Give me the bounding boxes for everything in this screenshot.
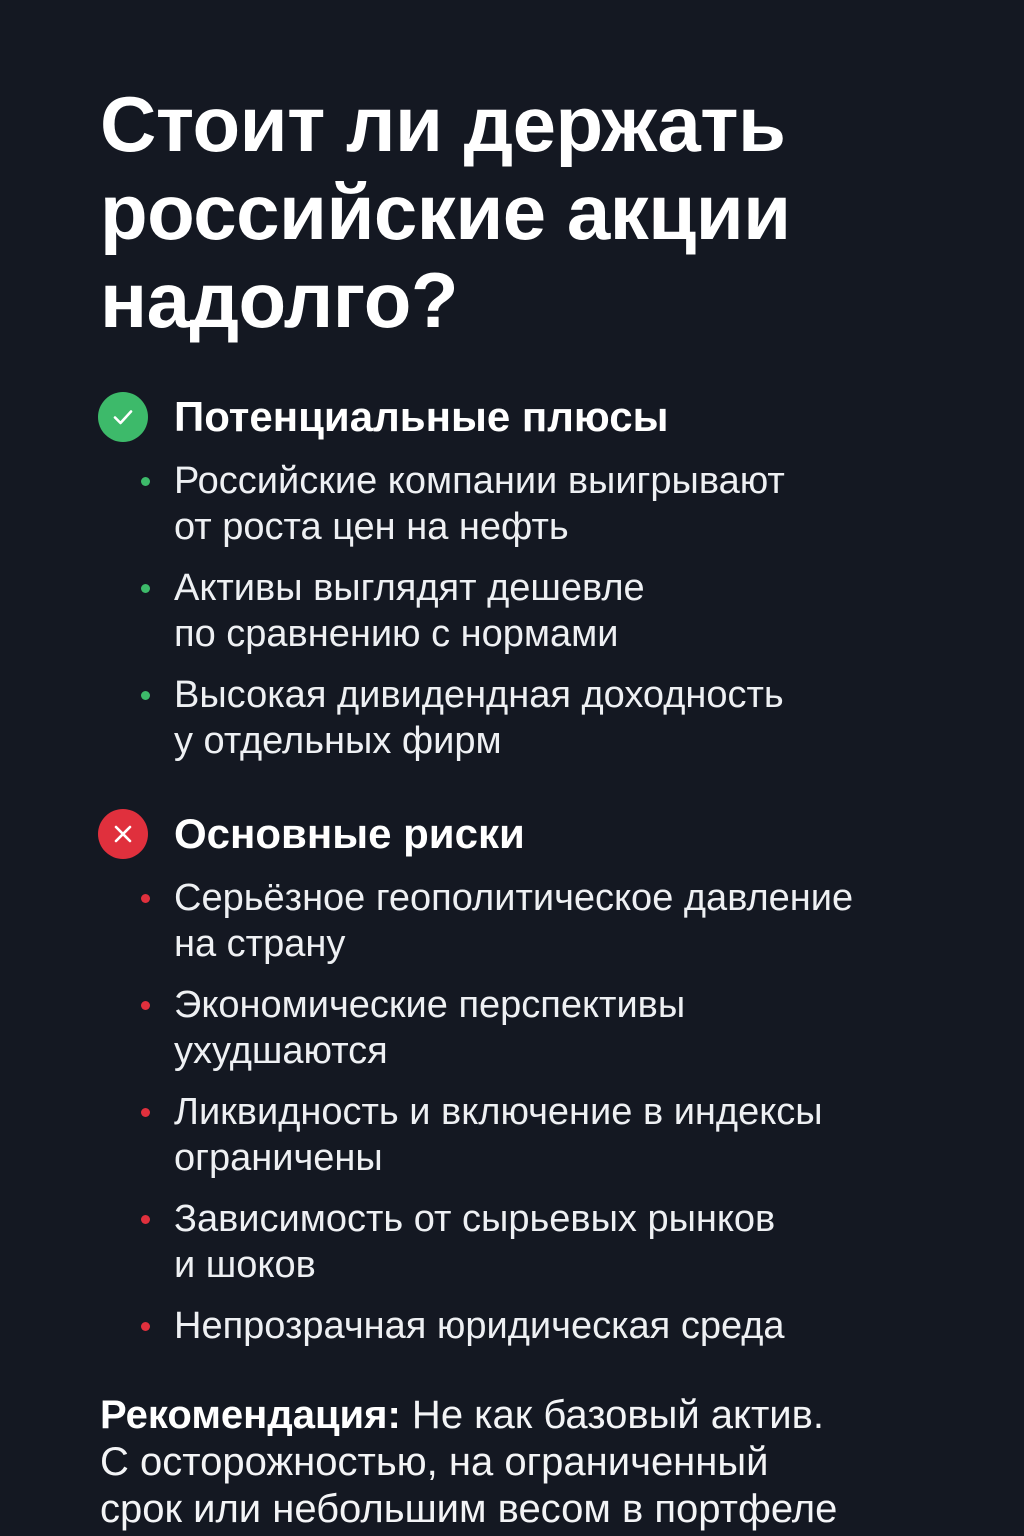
- title-line: надолго?: [100, 256, 459, 344]
- item-text: Ликвидность и включение в индексы: [174, 1091, 823, 1133]
- item-text: ограничены: [174, 1137, 383, 1179]
- recommendation-line: [100, 1392, 1000, 1439]
- bullet-dot: [141, 477, 150, 486]
- bullet-dot: [141, 691, 150, 700]
- item-text: у отдельных фирм: [174, 720, 502, 762]
- page-title: [100, 80, 960, 344]
- list-item: [0, 672, 1024, 764]
- item-text: Зависимость от сырьевых рынков: [174, 1198, 776, 1240]
- bullet-dot: [141, 1108, 150, 1117]
- item-text: и шоков: [174, 1244, 316, 1286]
- item-text: Высокая дивидендная доходность: [174, 674, 784, 716]
- list-item: [0, 982, 1024, 1074]
- recommendation: [100, 1392, 1000, 1533]
- bullet-dot: [141, 1215, 150, 1224]
- list-item: [0, 565, 1024, 657]
- list-item: [0, 875, 1024, 967]
- item-text: Серьёзное геополитическое давление: [174, 877, 854, 919]
- recommendation-text: Не как базовый актив.: [400, 1393, 825, 1437]
- list-item: [0, 1303, 1024, 1349]
- pros-heading: Потенциальные плюсы: [174, 393, 669, 440]
- cons-heading: Основные риски: [174, 810, 525, 857]
- item-text: Экономические перспективы: [174, 984, 686, 1026]
- item-text: от роста цен на нефть: [174, 506, 569, 548]
- bullet-dot: [141, 1001, 150, 1010]
- item-text: на страну: [174, 923, 346, 965]
- check-circle-icon: [98, 392, 148, 442]
- item-text: ухудшаются: [174, 1030, 388, 1072]
- recommendation-text: С осторожностью, на ограниченный: [100, 1440, 769, 1484]
- pros-header: [98, 391, 668, 443]
- list-item: [0, 1196, 1024, 1288]
- bullet-dot: [141, 1322, 150, 1331]
- cons-list: [0, 875, 1024, 1364]
- item-text: Активы выглядят дешевле: [174, 567, 645, 609]
- title-line: Стоит ли держать: [100, 80, 786, 168]
- cons-header: [98, 808, 525, 860]
- x-circle-icon: [98, 809, 148, 859]
- item-text: Непрозрачная юридическая среда: [174, 1305, 785, 1347]
- item-text: Российские компании выигрывают: [174, 460, 785, 502]
- bullet-dot: [141, 894, 150, 903]
- recommendation-text: срок или небольшим весом в портфеле: [100, 1487, 838, 1531]
- recommendation-label: Рекомендация:: [100, 1393, 401, 1437]
- bullet-dot: [141, 584, 150, 593]
- pros-list: [0, 458, 1024, 779]
- title-line: российские акции: [100, 168, 791, 256]
- list-item: [0, 458, 1024, 550]
- list-item: [0, 1089, 1024, 1181]
- item-text: по сравнению с нормами: [174, 613, 619, 655]
